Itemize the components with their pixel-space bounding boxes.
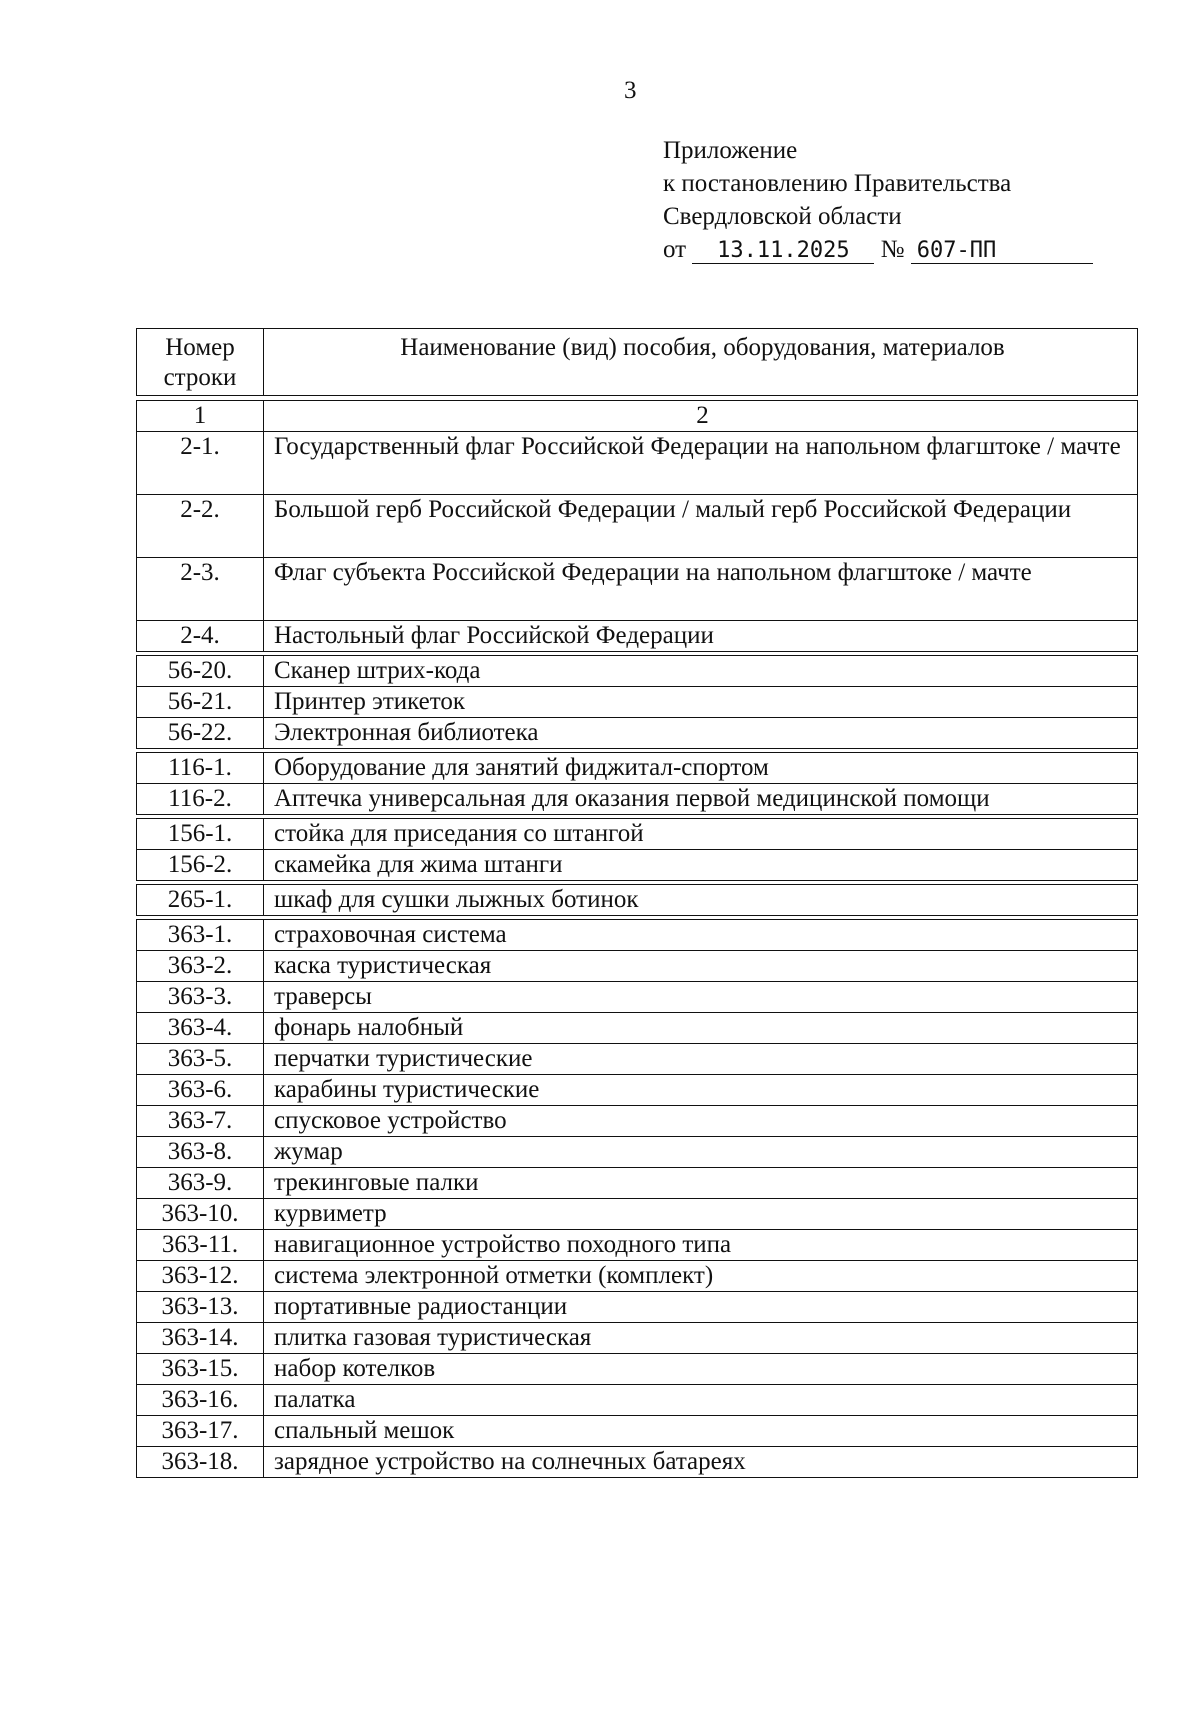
item-name: скамейка для жима штанги [264,850,1138,881]
row-number: 363-2. [137,951,264,982]
row-number: 363-9. [137,1168,264,1199]
resolution-number: 607-ПП [911,239,1093,264]
table-row [137,920,1138,951]
row-number: 156-2. [137,850,264,881]
item-name: трекинговые палки [264,1168,1138,1199]
row-number: 363-5. [137,1044,264,1075]
annex-block [663,134,1093,266]
item-name: карабины туристические [264,1075,1138,1106]
row-number: 56-22. [137,718,264,749]
annex-title: Приложение [663,137,798,164]
row-number: 2-3. [137,558,264,621]
item-name: фонарь налобный [264,1013,1138,1044]
resolution-date: 13.11.2025 [692,239,874,264]
item-name: шкаф для сушки лыжных ботинок [264,885,1138,916]
table-row [137,558,1138,621]
item-name: Оборудование для занятий фиджитал-спортом [264,753,1138,784]
annex-line-region: Свердловской области [663,203,902,230]
table-row [137,1323,1138,1354]
item-name: Большой герб Российской Федерации / малый герб Российской Федерации [264,495,1138,558]
row-number: 56-21. [137,687,264,718]
table-row [137,621,1138,652]
table-row [137,784,1138,815]
row-number: 363-6. [137,1075,264,1106]
table-row [137,885,1138,916]
item-name: Принтер этикеток [264,687,1138,718]
item-name: стойка для приседания со штангой [264,819,1138,850]
item-name: зарядное устройство на солнечных батареях [264,1447,1138,1478]
row-number: 363-10. [137,1199,264,1230]
table-row [137,1230,1138,1261]
row-number: 363-1. [137,920,264,951]
row-number: 2-1. [137,432,264,495]
table-row [137,1447,1138,1478]
item-name: Сканер штрих-кода [264,656,1138,687]
table-row [137,1106,1138,1137]
header-col-number [137,329,264,396]
table-row [137,1354,1138,1385]
table-row [137,819,1138,850]
annex-date-line [663,233,1093,266]
table-row [137,656,1138,687]
row-number: 363-11. [137,1230,264,1261]
row-number: 363-3. [137,982,264,1013]
items-table [136,400,1138,1478]
table-row [137,1199,1138,1230]
item-name: Электронная библиотека [264,718,1138,749]
item-name: портативные радиостанции [264,1292,1138,1323]
header-col-name: Наименование (вид) пособия, оборудования, материалов [264,329,1138,396]
item-name: спальный мешок [264,1416,1138,1447]
row-number: 2-4. [137,621,264,652]
item-name: палатка [264,1385,1138,1416]
table-row [137,753,1138,784]
item-name: жумар [264,1137,1138,1168]
row-number: 363-4. [137,1013,264,1044]
header-col-number-label: Номер строки [163,334,237,391]
item-name: траверсы [264,982,1138,1013]
column-number-cell: 2 [264,401,1138,432]
table-row [137,495,1138,558]
table-row [137,432,1138,495]
row-number: 2-2. [137,495,264,558]
row-number: 265-1. [137,885,264,916]
item-name: набор котелков [264,1354,1138,1385]
table-row [137,1168,1138,1199]
item-name: страховочная система [264,920,1138,951]
row-number: 116-2. [137,784,264,815]
item-name: навигационное устройство походного типа [264,1230,1138,1261]
header-row [137,329,1138,396]
row-number: 116-1. [137,753,264,784]
page-number: 3 [624,77,637,104]
row-number: 363-16. [137,1385,264,1416]
row-number: 363-17. [137,1416,264,1447]
row-number: 363-7. [137,1106,264,1137]
table-row [137,850,1138,881]
row-number: 363-15. [137,1354,264,1385]
row-number: 363-18. [137,1447,264,1478]
date-prefix: от [663,236,687,263]
table-row [137,1044,1138,1075]
row-number: 363-14. [137,1323,264,1354]
column-number-cell: 1 [137,401,264,432]
item-name: плитка газовая туристическая [264,1323,1138,1354]
table-row [137,1385,1138,1416]
table-row [137,951,1138,982]
item-name: Аптечка универсальная для оказания первой медицинской помощи [264,784,1138,815]
row-number: 156-1. [137,819,264,850]
row-number: 363-8. [137,1137,264,1168]
column-number-row [137,401,1138,432]
item-name: каска туристическая [264,951,1138,982]
item-name: Настольный флаг Российской Федерации [264,621,1138,652]
table-row [137,1292,1138,1323]
table-row [137,1075,1138,1106]
annex-line-resolution: к постановлению Правительства [663,170,1012,197]
item-name: система электронной отметки (комплект) [264,1261,1138,1292]
number-sign: № [880,236,905,263]
table-header [136,328,1138,396]
table-row [137,687,1138,718]
table-row [137,718,1138,749]
row-number: 363-12. [137,1261,264,1292]
row-number: 363-13. [137,1292,264,1323]
item-name: Флаг субъекта Российской Федерации на напольном флагштоке / мачте [264,558,1138,621]
item-name: курвиметр [264,1199,1138,1230]
table-row [137,1416,1138,1447]
item-name: спусковое устройство [264,1106,1138,1137]
table-row [137,1261,1138,1292]
item-name: перчатки туристические [264,1044,1138,1075]
table-row [137,1013,1138,1044]
table-row [137,982,1138,1013]
item-name: Государственный флаг Российской Федерации на напольном флагштоке / мачте [264,432,1138,495]
table-row [137,1137,1138,1168]
row-number: 56-20. [137,656,264,687]
